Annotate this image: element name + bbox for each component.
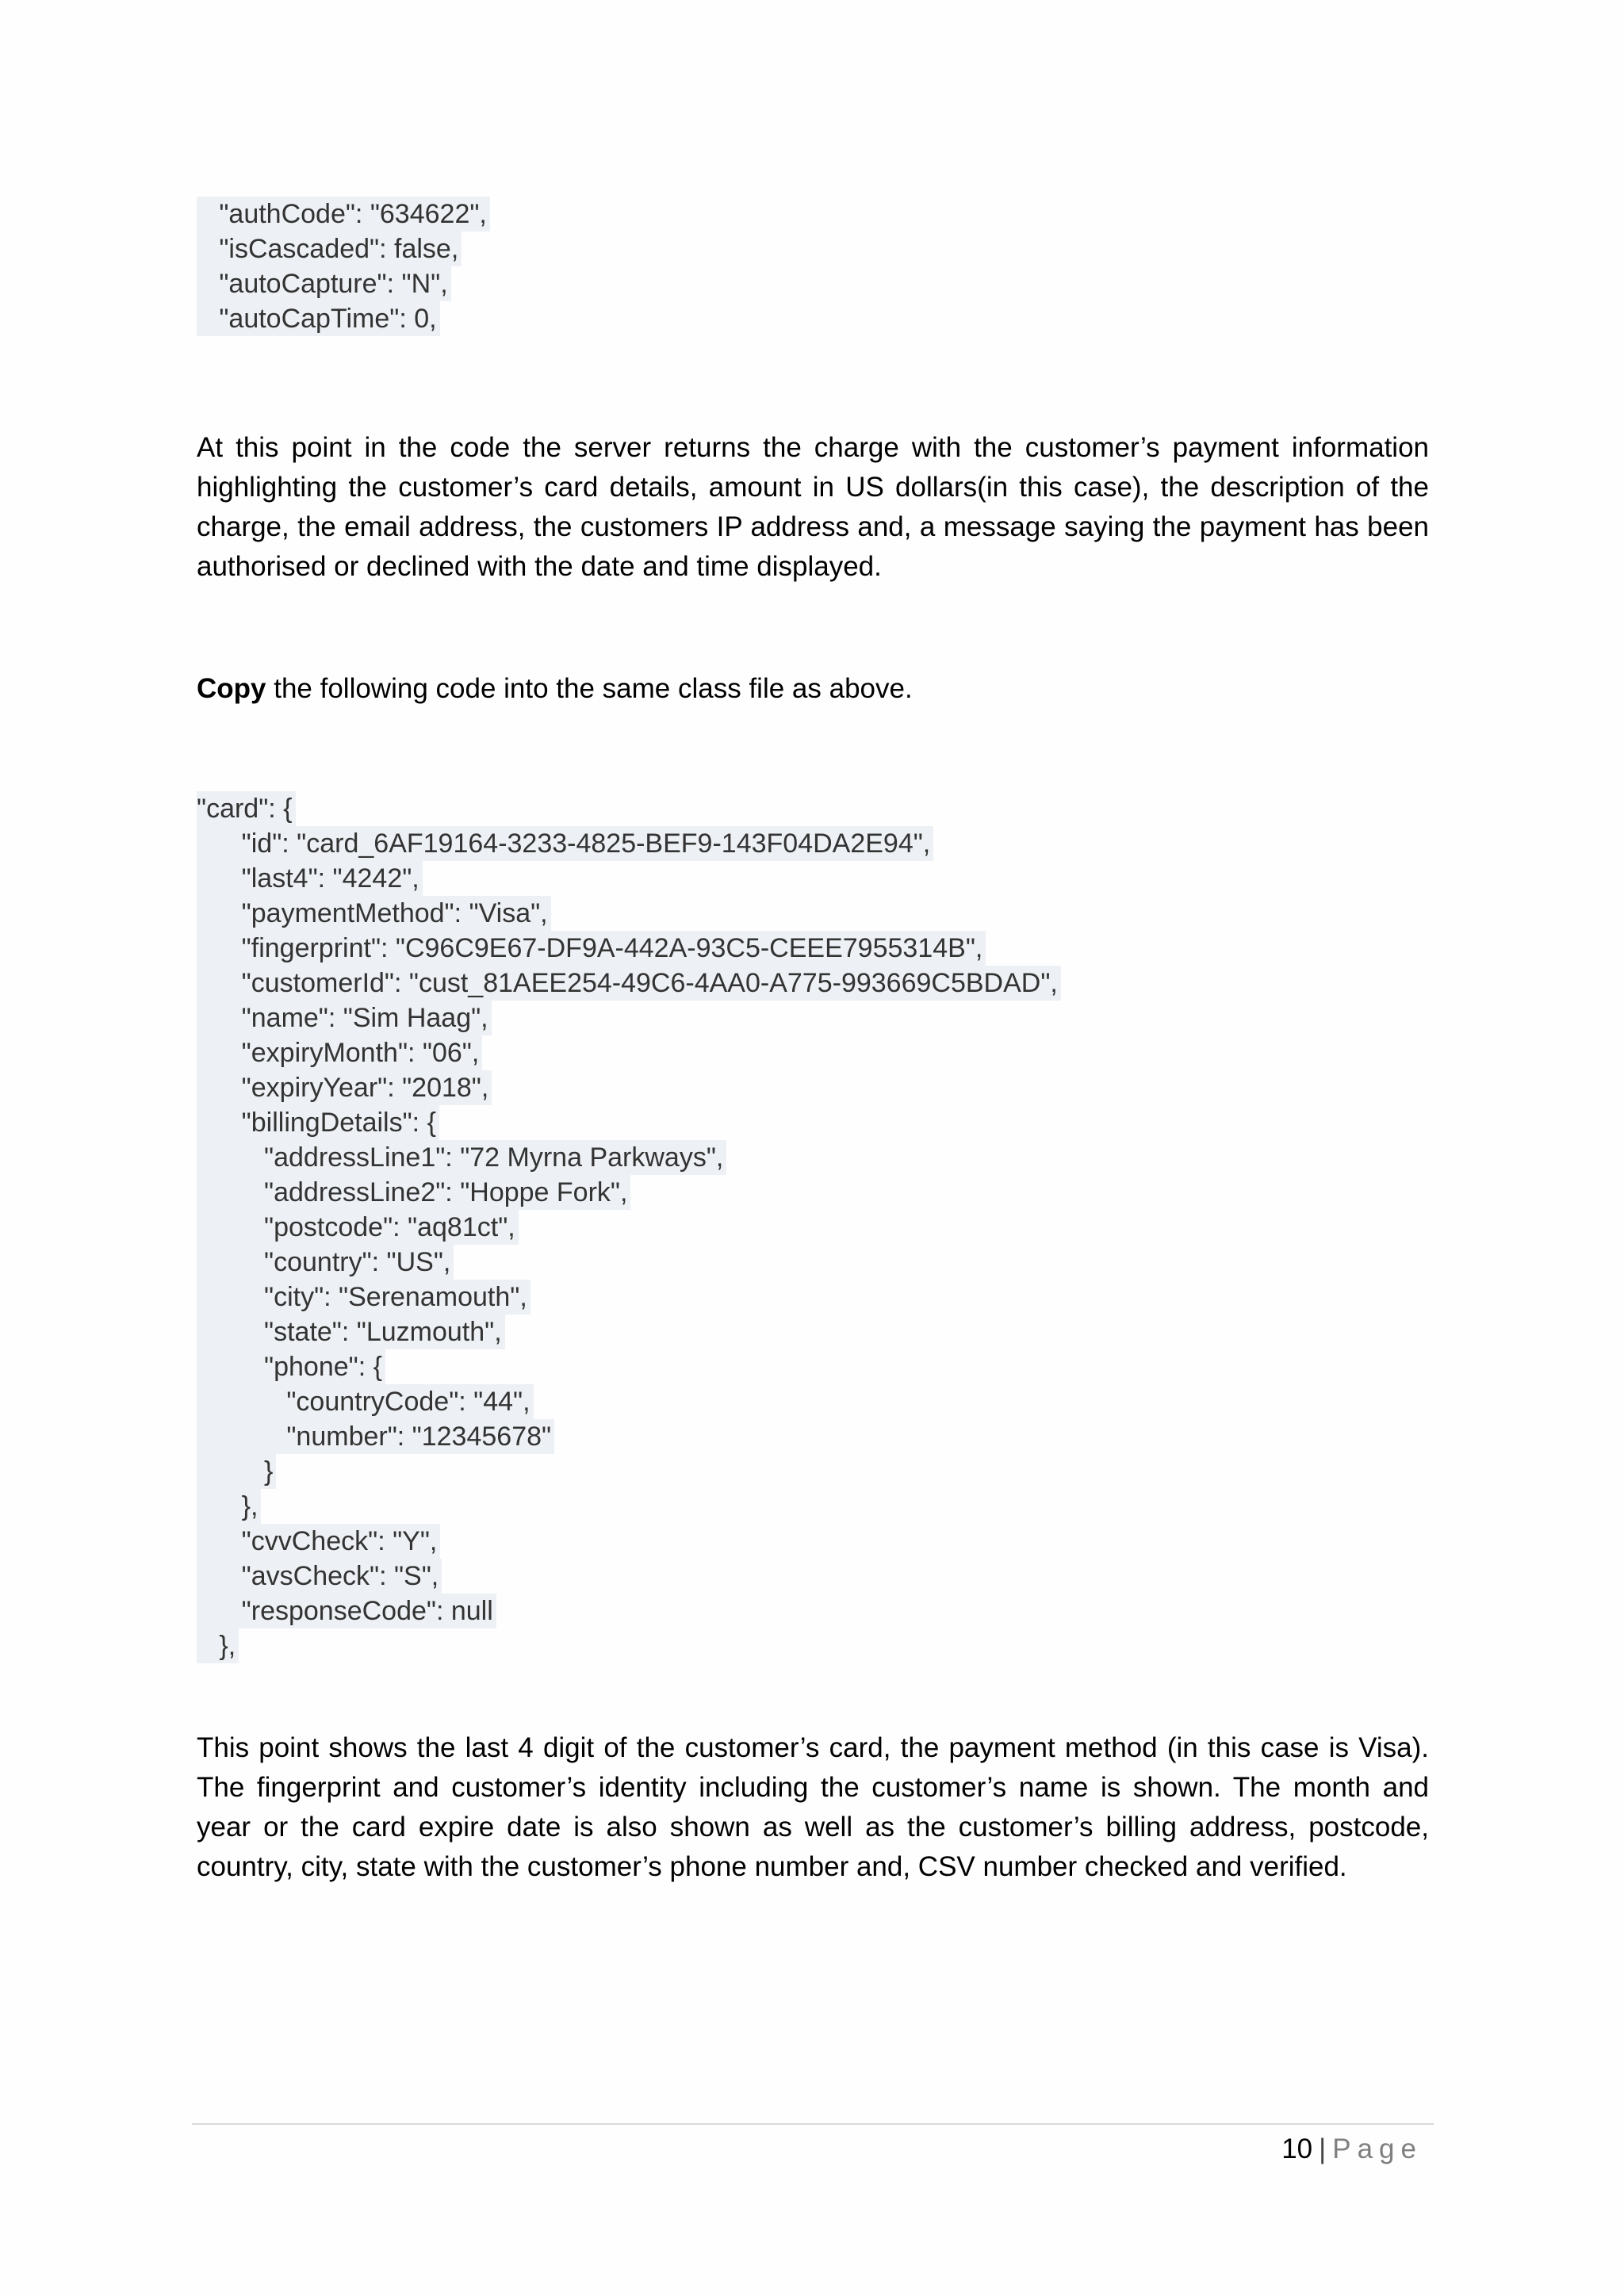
code-block-auth <box>197 197 490 336</box>
code-line: "expiryMonth": "06", <box>197 1035 1061 1070</box>
code-line: "authCode": "634622", <box>197 197 490 232</box>
copy-bold-word: Copy <box>197 673 266 704</box>
code-line: "cvvCheck": "Y", <box>197 1524 1061 1559</box>
page-number: 10 <box>1281 2133 1313 2164</box>
code-line: "addressLine1": "72 Myrna Parkways", <box>197 1140 1061 1175</box>
code-line: "country": "US", <box>197 1245 1061 1280</box>
code-line: "phone": { <box>197 1349 1061 1384</box>
paragraph-charge-explanation: At this point in the code the server returns the charge with the customer’s payment information highlighting the customer’s card details, amount in US dollars(in this case), the description of the charge, the email address, the customers IP address and, a message saying the payment has been authorised or declined with the date and time displayed. <box>197 432 1429 582</box>
code-line: "card": { <box>197 791 1061 826</box>
footer-divider <box>192 2123 1434 2125</box>
code-line: "number": "12345678" <box>197 1419 1061 1454</box>
code-line: "addressLine2": "Hoppe Fork", <box>197 1175 1061 1210</box>
code-line: "isCascaded": false, <box>197 232 490 266</box>
code-line: "name": "Sim Haag", <box>197 1001 1061 1035</box>
code-line: }, <box>197 1489 1061 1524</box>
code-line: "postcode": "aq81ct", <box>197 1210 1061 1245</box>
code-line: "avsCheck": "S", <box>197 1559 1061 1594</box>
code-line: "last4": "4242", <box>197 861 1061 896</box>
code-line: "customerId": "cust_81AEE254-49C6-4AA0-A775-993669C5BDAD", <box>197 966 1061 1001</box>
code-block-card <box>197 791 1061 1663</box>
code-line: "paymentMethod": "Visa", <box>197 896 1061 931</box>
code-line: "id": "card_6AF19164-3233-4825-BEF9-143F04DA2E94", <box>197 826 1061 861</box>
copy-instruction-text: the following code into the same class file as above. <box>266 673 913 704</box>
code-line: "state": "Luzmouth", <box>197 1314 1061 1349</box>
code-line: "autoCapTime": 0, <box>197 301 490 336</box>
code-line: "fingerprint": "C96C9E67-DF9A-442A-93C5-CEEE7955314B", <box>197 931 1061 966</box>
code-line: "countryCode": "44", <box>197 1384 1061 1419</box>
code-line: "autoCapture": "N", <box>197 266 490 301</box>
page-label: Page <box>1332 2133 1423 2164</box>
paragraph-card-explanation: This point shows the last 4 digit of the customer’s card, the payment method (in this case is Visa). The fingerprint and customer’s identity including the customer’s name is shown. The month and year or the card expire date is also shown as well as the customer’s billing address, postcode, country, city, state with the customer’s phone number and, CSV number checked and verified. <box>197 1732 1429 1882</box>
code-line: "responseCode": null <box>197 1594 1061 1628</box>
code-line: "city": "Serenamouth", <box>197 1280 1061 1314</box>
code-line: } <box>197 1454 1061 1489</box>
code-line: "expiryYear": "2018", <box>197 1070 1061 1105</box>
footer-separator: | <box>1319 2133 1327 2164</box>
paragraph-copy-instruction <box>197 669 1429 709</box>
code-line: }, <box>197 1628 1061 1663</box>
page-footer <box>1281 2130 1423 2169</box>
code-line: "billingDetails": { <box>197 1105 1061 1140</box>
